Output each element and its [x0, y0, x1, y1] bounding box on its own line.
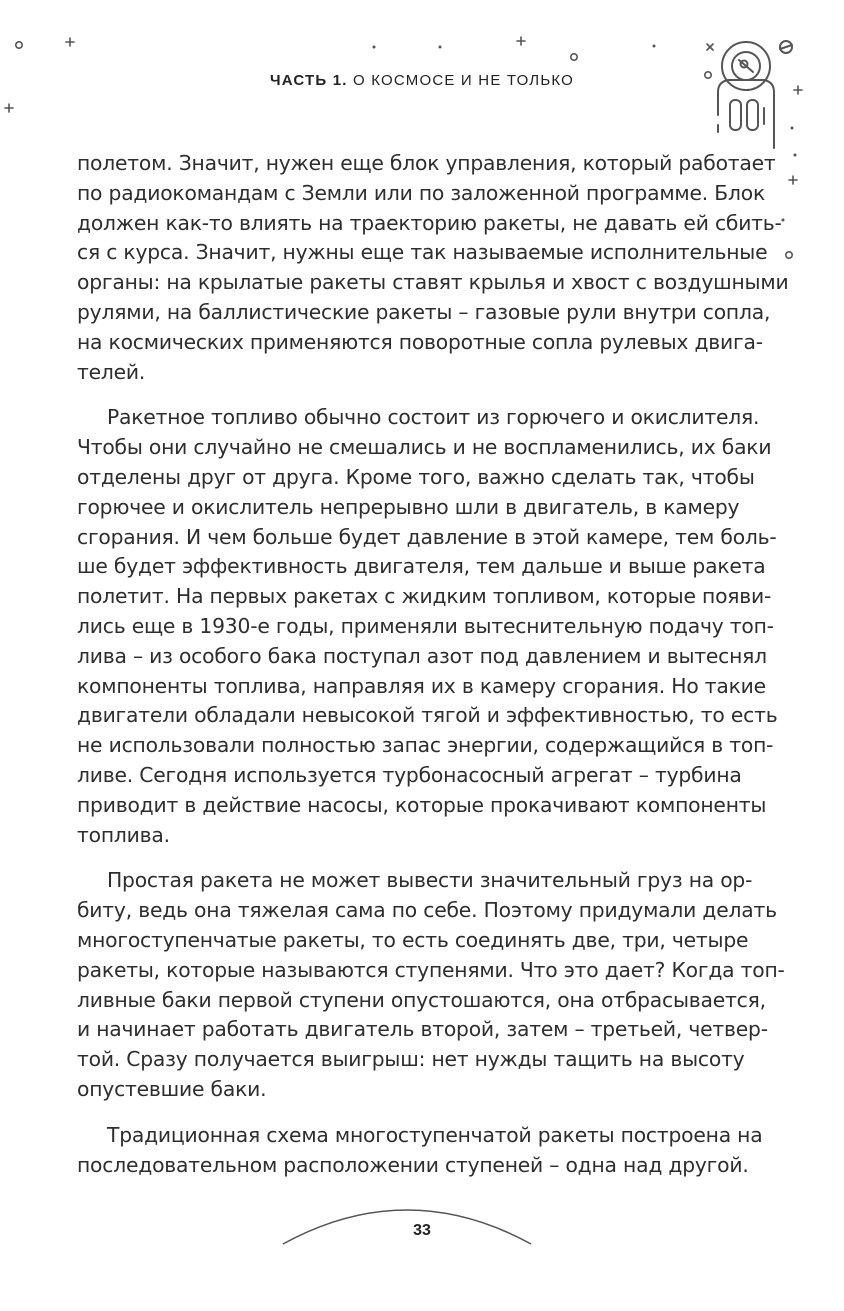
dot-decoration — [794, 154, 797, 157]
text-line: по радиокомандам с Земли или по заложенной программе. Блок — [77, 180, 766, 205]
running-header — [0, 72, 844, 89]
text-line: не использовали полностью запас энергии, содержащийся в топ- — [77, 733, 774, 758]
text-line: опустевшие баки. — [77, 1076, 267, 1101]
text-line: топлива. — [77, 822, 170, 847]
text-line: органы: на крылатые ракеты ставят крылья и хвост с воздушными — [77, 270, 789, 295]
text-line: горючее и окислитель непрерывно шли в двигатель, в камеру — [77, 494, 740, 519]
text-line: биту, ведь она тяжелая сама по себе. Поэтому придумали делать — [77, 898, 777, 923]
text-line: ливе. Сегодня используется турбонасосный агрегат – турбина — [77, 762, 742, 787]
star-decoration — [517, 37, 525, 45]
chapter-title: О КОСМОСЕ И НЕ ТОЛЬКО — [353, 72, 575, 89]
text-line: ливные баки первой ступени опустошаются, она отбрасывается, — [77, 987, 766, 1012]
part-label: ЧАСТЬ 1. — [269, 72, 348, 89]
text-line: Простая ракета не может вывести значительный груз на ор- — [107, 868, 753, 893]
text-line: должен как-то влиять на траекторию ракеты, не давать ей сбить- — [77, 210, 782, 235]
page-number: 33 — [413, 1222, 431, 1239]
dot-decoration — [782, 219, 785, 222]
paragraph — [77, 149, 789, 387]
paragraph — [77, 1121, 767, 1181]
paragraph — [77, 403, 778, 850]
text-line: на космических применяются поворотные сопла рулевых двига- — [77, 329, 763, 354]
text-line: полетом. Значит, нужен еще блок управления, который работает — [77, 151, 776, 175]
dot-decoration — [653, 45, 656, 48]
text-line: компоненты топлива, направляя их в камеру сгорания. Но такие — [77, 673, 766, 698]
text-line: ракеты, которые называются ступенями. Что это дает? Когда топ- — [77, 957, 785, 982]
body-text — [77, 149, 789, 1180]
text-line: Ракетное топливо обычно состоит из горючего и окислителя. — [107, 405, 760, 430]
text-line: ше будет эффективность двигателя, тем дальше и выше ракета — [77, 554, 766, 579]
text-line: многоступенчатые ракеты, то есть соединять две, три, четыре — [77, 927, 749, 952]
text-line: двигатели обладали невысокой тягой и эффективностью, то есть — [77, 703, 778, 728]
star-decoration — [707, 44, 713, 50]
text-line: полетит. На первых ракетах с жидким топливом, которые появи- — [77, 584, 772, 609]
text-line: лива – из особого бака поступал азот под давлением и вытеснял — [77, 643, 767, 668]
dot-decoration — [373, 46, 376, 49]
text-line: лись еще в 1930-е годы, применяли вытеснительную подачу топ- — [77, 613, 774, 638]
circle-decoration — [16, 42, 22, 48]
text-line: последовательном расположении ступеней – одна над другой. — [77, 1152, 749, 1177]
paragraph — [77, 866, 785, 1104]
circle-decoration — [786, 252, 792, 258]
text-line: Чтобы они случайно не смешались и не воспламенились, их баки — [77, 435, 772, 460]
text-line: рулями, на баллистические ракеты – газовые рули внутри сопла, — [77, 299, 771, 324]
text-line: Традиционная схема многоступенчатой ракеты построена на — [107, 1122, 763, 1147]
text-line: сгорания. И чем больше будет давление в этой камере, тем боль- — [77, 524, 777, 549]
text-line: отделены друг от друга. Кроме того, важно сделать так, чтобы — [77, 464, 755, 489]
star-decoration — [789, 176, 797, 184]
dot-decoration — [439, 46, 442, 49]
text-line: ся с курса. Значит, нужны еще так называемые исполнительные — [77, 240, 768, 265]
star-decoration — [66, 38, 74, 46]
text-line: приводит в действие насосы, которые прокачивают компоненты — [77, 792, 767, 817]
text-line: той. Сразу получается выигрыш: нет нужды тащить на высоту — [77, 1047, 745, 1072]
text-line: телей. — [77, 359, 146, 384]
text-line: и начинает работать двигатель второй, затем – третьей, четвер- — [77, 1017, 768, 1042]
astronaut-helmet-icon — [718, 41, 792, 148]
dot-decoration — [791, 127, 794, 130]
star-decoration — [5, 104, 13, 112]
circle-decoration — [571, 54, 577, 60]
